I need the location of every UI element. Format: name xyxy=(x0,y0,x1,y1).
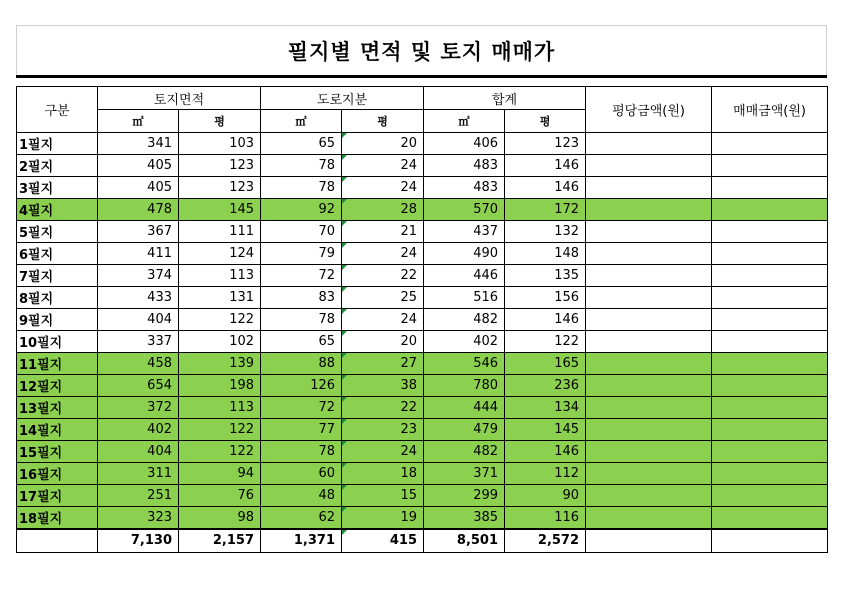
land-pyeong-cell[interactable]: 122 xyxy=(179,309,261,331)
table-row xyxy=(17,309,828,331)
sum-pyeong-cell[interactable]: 165 xyxy=(505,353,586,375)
header-sum-m2[interactable]: ㎡ xyxy=(424,110,505,133)
sum-pyeong-cell[interactable]: 156 xyxy=(505,287,586,309)
sale-price-cell[interactable] xyxy=(712,221,828,243)
sale-price-cell[interactable] xyxy=(712,463,828,485)
road-pyeong-cell[interactable]: 28 xyxy=(342,199,424,221)
header-total[interactable]: 합계 xyxy=(424,87,586,110)
sum-m2-cell[interactable]: 444 xyxy=(424,397,505,419)
table-row xyxy=(17,485,828,507)
header-land-pyeong[interactable]: 평 xyxy=(179,110,261,133)
road-pyeong-cell[interactable]: 20 xyxy=(342,133,424,155)
sum-m2-cell[interactable]: 483 xyxy=(424,155,505,177)
land-m2-cell[interactable]: 411 xyxy=(98,243,179,265)
table-row xyxy=(17,441,828,463)
road-pyeong-cell[interactable]: 24 xyxy=(342,155,424,177)
land-m2-cell[interactable]: 341 xyxy=(98,133,179,155)
road-m2-cell[interactable]: 62 xyxy=(261,507,342,529)
land-pyeong-cell[interactable]: 94 xyxy=(179,463,261,485)
table-row xyxy=(17,397,828,419)
land-m2-cell[interactable]: 311 xyxy=(98,463,179,485)
total-road-pyeong[interactable]: 415 xyxy=(342,529,424,553)
land-pyeong-cell[interactable]: 113 xyxy=(179,265,261,287)
sum-pyeong-cell[interactable]: 90 xyxy=(505,485,586,507)
table-row xyxy=(17,177,828,199)
sum-m2-cell[interactable]: 385 xyxy=(424,507,505,529)
totals-label-cell[interactable] xyxy=(17,529,98,553)
table-row xyxy=(17,265,828,287)
land-pyeong-cell[interactable]: 131 xyxy=(179,287,261,309)
sum-pyeong-cell[interactable]: 132 xyxy=(505,221,586,243)
road-pyeong-cell[interactable]: 24 xyxy=(342,177,424,199)
row-label-cell[interactable]: 17필지 xyxy=(17,485,98,507)
total-land-m2[interactable]: 7,130 xyxy=(98,529,179,553)
row-label-cell[interactable]: 9필지 xyxy=(17,309,98,331)
table-row xyxy=(17,353,828,375)
road-m2-cell[interactable]: 70 xyxy=(261,221,342,243)
sum-m2-cell[interactable]: 437 xyxy=(424,221,505,243)
price-per-pyeong-cell[interactable] xyxy=(586,265,712,287)
sum-m2-cell[interactable]: 482 xyxy=(424,309,505,331)
row-label-cell[interactable]: 11필지 xyxy=(17,353,98,375)
total-price-per-pyeong[interactable] xyxy=(586,529,712,553)
road-m2-cell[interactable]: 126 xyxy=(261,375,342,397)
price-per-pyeong-cell[interactable] xyxy=(586,177,712,199)
header-road-pyeong[interactable]: 평 xyxy=(342,110,424,133)
road-pyeong-cell[interactable]: 15 xyxy=(342,485,424,507)
road-pyeong-cell[interactable]: 22 xyxy=(342,265,424,287)
sum-pyeong-cell[interactable]: 146 xyxy=(505,309,586,331)
header-sale-price[interactable]: 매매금액(원) xyxy=(712,87,828,133)
table-row xyxy=(17,221,828,243)
title-double-rule xyxy=(16,75,827,78)
sale-price-cell[interactable] xyxy=(712,133,828,155)
row-label-cell[interactable]: 15필지 xyxy=(17,441,98,463)
road-pyeong-cell[interactable]: 27 xyxy=(342,353,424,375)
sale-price-cell[interactable] xyxy=(712,375,828,397)
sale-price-cell[interactable] xyxy=(712,441,828,463)
land-pyeong-cell[interactable]: 145 xyxy=(179,199,261,221)
road-m2-cell[interactable]: 65 xyxy=(261,331,342,353)
row-label-cell[interactable]: 7필지 xyxy=(17,265,98,287)
road-m2-cell[interactable]: 72 xyxy=(261,265,342,287)
land-m2-cell[interactable]: 337 xyxy=(98,331,179,353)
road-pyeong-cell[interactable]: 24 xyxy=(342,309,424,331)
row-label-cell[interactable]: 10필지 xyxy=(17,331,98,353)
sale-price-cell[interactable] xyxy=(712,243,828,265)
price-per-pyeong-cell[interactable] xyxy=(586,397,712,419)
land-pyeong-cell[interactable]: 122 xyxy=(179,441,261,463)
price-per-pyeong-cell[interactable] xyxy=(586,331,712,353)
price-per-pyeong-cell[interactable] xyxy=(586,155,712,177)
row-label-cell[interactable]: 1필지 xyxy=(17,133,98,155)
road-pyeong-cell[interactable]: 20 xyxy=(342,331,424,353)
land-m2-cell[interactable]: 458 xyxy=(98,353,179,375)
header-land-area[interactable]: 토지면적 xyxy=(98,87,261,110)
road-pyeong-cell[interactable]: 25 xyxy=(342,287,424,309)
sum-pyeong-cell[interactable]: 122 xyxy=(505,331,586,353)
land-m2-cell[interactable]: 405 xyxy=(98,177,179,199)
sale-price-cell[interactable] xyxy=(712,155,828,177)
sale-price-cell[interactable] xyxy=(712,199,828,221)
sale-price-cell[interactable] xyxy=(712,397,828,419)
sum-pyeong-cell[interactable]: 146 xyxy=(505,441,586,463)
sum-pyeong-cell[interactable]: 134 xyxy=(505,397,586,419)
sum-m2-cell[interactable]: 483 xyxy=(424,177,505,199)
price-per-pyeong-cell[interactable] xyxy=(586,485,712,507)
sum-m2-cell[interactable]: 546 xyxy=(424,353,505,375)
sale-price-cell[interactable] xyxy=(712,419,828,441)
page-title: 필지별 면적 및 토지 매매가 xyxy=(287,40,556,64)
sum-pyeong-cell[interactable]: 116 xyxy=(505,507,586,529)
sum-m2-cell[interactable]: 490 xyxy=(424,243,505,265)
land-pyeong-cell[interactable]: 111 xyxy=(179,221,261,243)
land-m2-cell[interactable]: 323 xyxy=(98,507,179,529)
land-m2-cell[interactable]: 402 xyxy=(98,419,179,441)
sale-price-cell[interactable] xyxy=(712,287,828,309)
road-pyeong-cell[interactable]: 24 xyxy=(342,441,424,463)
total-sale-price[interactable] xyxy=(712,529,828,553)
sum-m2-cell[interactable]: 516 xyxy=(424,287,505,309)
row-label-cell[interactable]: 6필지 xyxy=(17,243,98,265)
price-per-pyeong-cell[interactable] xyxy=(586,309,712,331)
header-road-m2[interactable]: ㎡ xyxy=(261,110,342,133)
road-m2-cell[interactable]: 78 xyxy=(261,155,342,177)
sum-pyeong-cell[interactable]: 146 xyxy=(505,177,586,199)
table-row xyxy=(17,199,828,221)
road-m2-cell[interactable]: 48 xyxy=(261,485,342,507)
table-row xyxy=(17,375,828,397)
header-price-per-pyeong[interactable]: 평당금액(원) xyxy=(586,87,712,133)
row-label-cell[interactable]: 14필지 xyxy=(17,419,98,441)
title-cell[interactable] xyxy=(16,25,827,76)
land-m2-cell[interactable]: 367 xyxy=(98,221,179,243)
sale-price-cell[interactable] xyxy=(712,331,828,353)
road-m2-cell[interactable]: 88 xyxy=(261,353,342,375)
land-pyeong-cell[interactable]: 113 xyxy=(179,397,261,419)
land-pyeong-cell[interactable]: 139 xyxy=(179,353,261,375)
sale-price-cell[interactable] xyxy=(712,177,828,199)
parcel-table xyxy=(16,86,828,553)
price-per-pyeong-cell[interactable] xyxy=(586,375,712,397)
sum-pyeong-cell[interactable]: 123 xyxy=(505,133,586,155)
land-m2-cell[interactable]: 654 xyxy=(98,375,179,397)
land-pyeong-cell[interactable]: 198 xyxy=(179,375,261,397)
row-label-cell[interactable]: 8필지 xyxy=(17,287,98,309)
total-sum-pyeong[interactable]: 2,572 xyxy=(505,529,586,553)
header-sum-pyeong[interactable]: 평 xyxy=(505,110,586,133)
header-category[interactable]: 구분 xyxy=(17,87,98,133)
table-row xyxy=(17,287,828,309)
price-per-pyeong-cell[interactable] xyxy=(586,133,712,155)
total-land-pyeong[interactable]: 2,157 xyxy=(179,529,261,553)
road-m2-cell[interactable]: 72 xyxy=(261,397,342,419)
sum-m2-cell[interactable]: 299 xyxy=(424,485,505,507)
land-m2-cell[interactable]: 433 xyxy=(98,287,179,309)
sum-m2-cell[interactable]: 570 xyxy=(424,199,505,221)
total-sum-m2[interactable]: 8,501 xyxy=(424,529,505,553)
sum-m2-cell[interactable]: 482 xyxy=(424,441,505,463)
sum-m2-cell[interactable]: 406 xyxy=(424,133,505,155)
road-pyeong-cell[interactable]: 21 xyxy=(342,221,424,243)
sale-price-cell[interactable] xyxy=(712,265,828,287)
row-label-cell[interactable]: 13필지 xyxy=(17,397,98,419)
price-per-pyeong-cell[interactable] xyxy=(586,441,712,463)
land-m2-cell[interactable]: 405 xyxy=(98,155,179,177)
sum-m2-cell[interactable]: 371 xyxy=(424,463,505,485)
row-label-cell[interactable]: 16필지 xyxy=(17,463,98,485)
row-label-cell[interactable]: 4필지 xyxy=(17,199,98,221)
road-m2-cell[interactable]: 60 xyxy=(261,463,342,485)
land-pyeong-cell[interactable]: 123 xyxy=(179,155,261,177)
sum-pyeong-cell[interactable]: 148 xyxy=(505,243,586,265)
sum-pyeong-cell[interactable]: 112 xyxy=(505,463,586,485)
road-m2-cell[interactable]: 79 xyxy=(261,243,342,265)
road-pyeong-cell[interactable]: 18 xyxy=(342,463,424,485)
land-pyeong-cell[interactable]: 103 xyxy=(179,133,261,155)
land-m2-cell[interactable]: 404 xyxy=(98,309,179,331)
road-m2-cell[interactable]: 65 xyxy=(261,133,342,155)
table-row xyxy=(17,463,828,485)
land-pyeong-cell[interactable]: 76 xyxy=(179,485,261,507)
price-per-pyeong-cell[interactable] xyxy=(586,507,712,529)
road-pyeong-cell[interactable]: 38 xyxy=(342,375,424,397)
road-m2-cell[interactable]: 92 xyxy=(261,199,342,221)
road-pyeong-cell[interactable]: 19 xyxy=(342,507,424,529)
table-row xyxy=(17,507,828,529)
land-m2-cell[interactable]: 374 xyxy=(98,265,179,287)
sum-m2-cell[interactable]: 479 xyxy=(424,419,505,441)
sum-m2-cell[interactable]: 402 xyxy=(424,331,505,353)
table-row xyxy=(17,331,828,353)
road-m2-cell[interactable]: 78 xyxy=(261,177,342,199)
land-m2-cell[interactable]: 478 xyxy=(98,199,179,221)
total-road-m2[interactable]: 1,371 xyxy=(261,529,342,553)
land-pyeong-cell[interactable]: 98 xyxy=(179,507,261,529)
land-pyeong-cell[interactable]: 123 xyxy=(179,177,261,199)
road-m2-cell[interactable]: 78 xyxy=(261,441,342,463)
sum-pyeong-cell[interactable]: 135 xyxy=(505,265,586,287)
price-per-pyeong-cell[interactable] xyxy=(586,287,712,309)
row-label-cell[interactable]: 12필지 xyxy=(17,375,98,397)
land-m2-cell[interactable]: 404 xyxy=(98,441,179,463)
road-pyeong-cell[interactable]: 22 xyxy=(342,397,424,419)
header-land-m2[interactable]: ㎡ xyxy=(98,110,179,133)
price-per-pyeong-cell[interactable] xyxy=(586,199,712,221)
sale-price-cell[interactable] xyxy=(712,309,828,331)
row-label-cell[interactable]: 2필지 xyxy=(17,155,98,177)
price-per-pyeong-cell[interactable] xyxy=(586,463,712,485)
land-pyeong-cell[interactable]: 122 xyxy=(179,419,261,441)
land-m2-cell[interactable]: 251 xyxy=(98,485,179,507)
road-pyeong-cell[interactable]: 23 xyxy=(342,419,424,441)
sum-pyeong-cell[interactable]: 145 xyxy=(505,419,586,441)
road-m2-cell[interactable]: 78 xyxy=(261,309,342,331)
sum-pyeong-cell[interactable]: 236 xyxy=(505,375,586,397)
sum-m2-cell[interactable]: 780 xyxy=(424,375,505,397)
land-m2-cell[interactable]: 372 xyxy=(98,397,179,419)
row-label-cell[interactable]: 5필지 xyxy=(17,221,98,243)
price-per-pyeong-cell[interactable] xyxy=(586,221,712,243)
table-row xyxy=(17,243,828,265)
road-m2-cell[interactable]: 83 xyxy=(261,287,342,309)
sum-pyeong-cell[interactable]: 146 xyxy=(505,155,586,177)
totals-row xyxy=(17,529,828,553)
road-m2-cell[interactable]: 77 xyxy=(261,419,342,441)
land-pyeong-cell[interactable]: 102 xyxy=(179,331,261,353)
sale-price-cell[interactable] xyxy=(712,353,828,375)
sale-price-cell[interactable] xyxy=(712,485,828,507)
table-row xyxy=(17,419,828,441)
header-road-share[interactable]: 도로지분 xyxy=(261,87,424,110)
price-per-pyeong-cell[interactable] xyxy=(586,353,712,375)
land-pyeong-cell[interactable]: 124 xyxy=(179,243,261,265)
row-label-cell[interactable]: 3필지 xyxy=(17,177,98,199)
sum-pyeong-cell[interactable]: 172 xyxy=(505,199,586,221)
price-per-pyeong-cell[interactable] xyxy=(586,243,712,265)
spreadsheet-page xyxy=(16,25,827,564)
sale-price-cell[interactable] xyxy=(712,507,828,529)
table-row xyxy=(17,133,828,155)
table-row xyxy=(17,155,828,177)
row-label-cell[interactable]: 18필지 xyxy=(17,507,98,529)
road-pyeong-cell[interactable]: 24 xyxy=(342,243,424,265)
sum-m2-cell[interactable]: 446 xyxy=(424,265,505,287)
price-per-pyeong-cell[interactable] xyxy=(586,419,712,441)
